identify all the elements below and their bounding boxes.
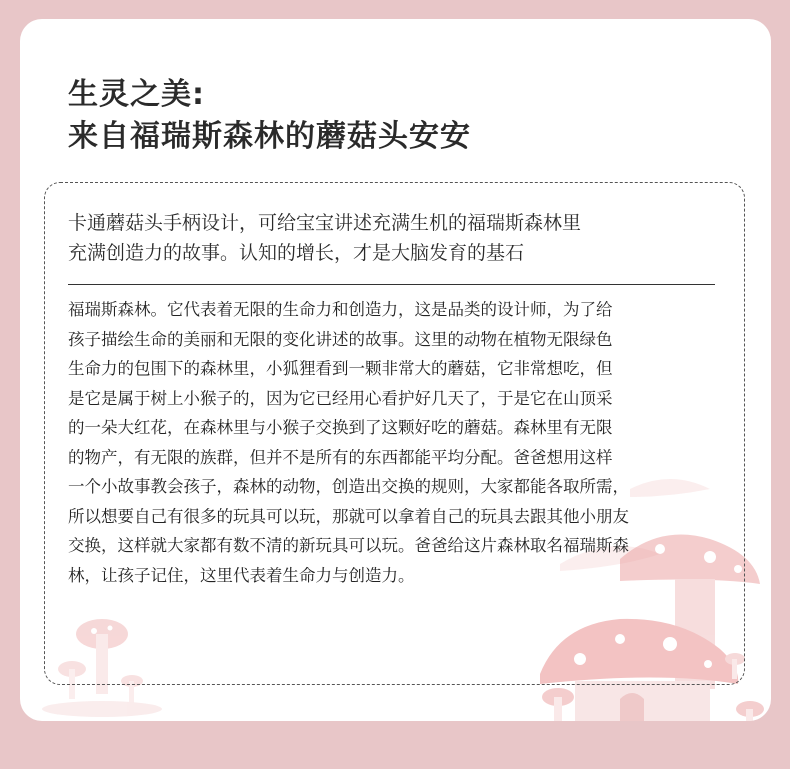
story-line: 的一朵大红花，在森林里与小猴子交换到了这颗好吃的蘑菇。森林里有无限: [68, 418, 613, 437]
story-box: [44, 182, 745, 685]
divider-line: [68, 284, 715, 285]
lead-paragraph: [68, 208, 688, 268]
story-line: 交换，这样就大家都有数不清的新玩具可以玩。爸爸给这片森林取名福瑞斯森: [68, 536, 629, 555]
story-line: 福瑞斯森林。它代表着无限的生命力和创造力，这是品类的设计师，为了给: [68, 300, 613, 319]
story-line: 所以想要自己有很多的玩具可以玩，那就可以拿着自己的玩具去跟其他小朋友: [68, 506, 629, 526]
story-line: 林，让孩子记住，这里代表着生命力与创造力。: [68, 565, 415, 585]
story-line: 的物产，有无限的族群，但并不是所有的东西都能平均分配。爸爸想用这样: [68, 447, 613, 467]
title-line-1: 生灵之美:: [68, 77, 205, 112]
story-line: 孩子描绘生命的美丽和无限的变化讲述的故事。这里的动物在植物无限绿色: [68, 329, 613, 349]
story-paragraph: [68, 295, 728, 590]
content-card: [20, 19, 771, 721]
page-title: [68, 74, 471, 158]
title-line-2: 来自福瑞斯森林的蘑菇头安安: [68, 119, 471, 154]
story-line: 一个小故事教会孩子，森林的动物，创造出交换的规则，大家都能各取所需，: [68, 477, 629, 496]
story-line: 生命力的包围下的森林里，小狐狸看到一颗非常大的蘑菇，它非常想吃，但: [68, 359, 613, 378]
story-line: 是它是属于树上小猴子的，因为它已经用心看护好几天了，于是它在山顶采: [68, 388, 613, 408]
lead-line-2: 充满创造力的故事。认知的增长，才是大脑发育的基石: [68, 242, 525, 264]
lead-line-1: 卡通蘑菇头手柄设计，可给宝宝讲述充满生机的福瑞斯森林里: [68, 212, 582, 234]
